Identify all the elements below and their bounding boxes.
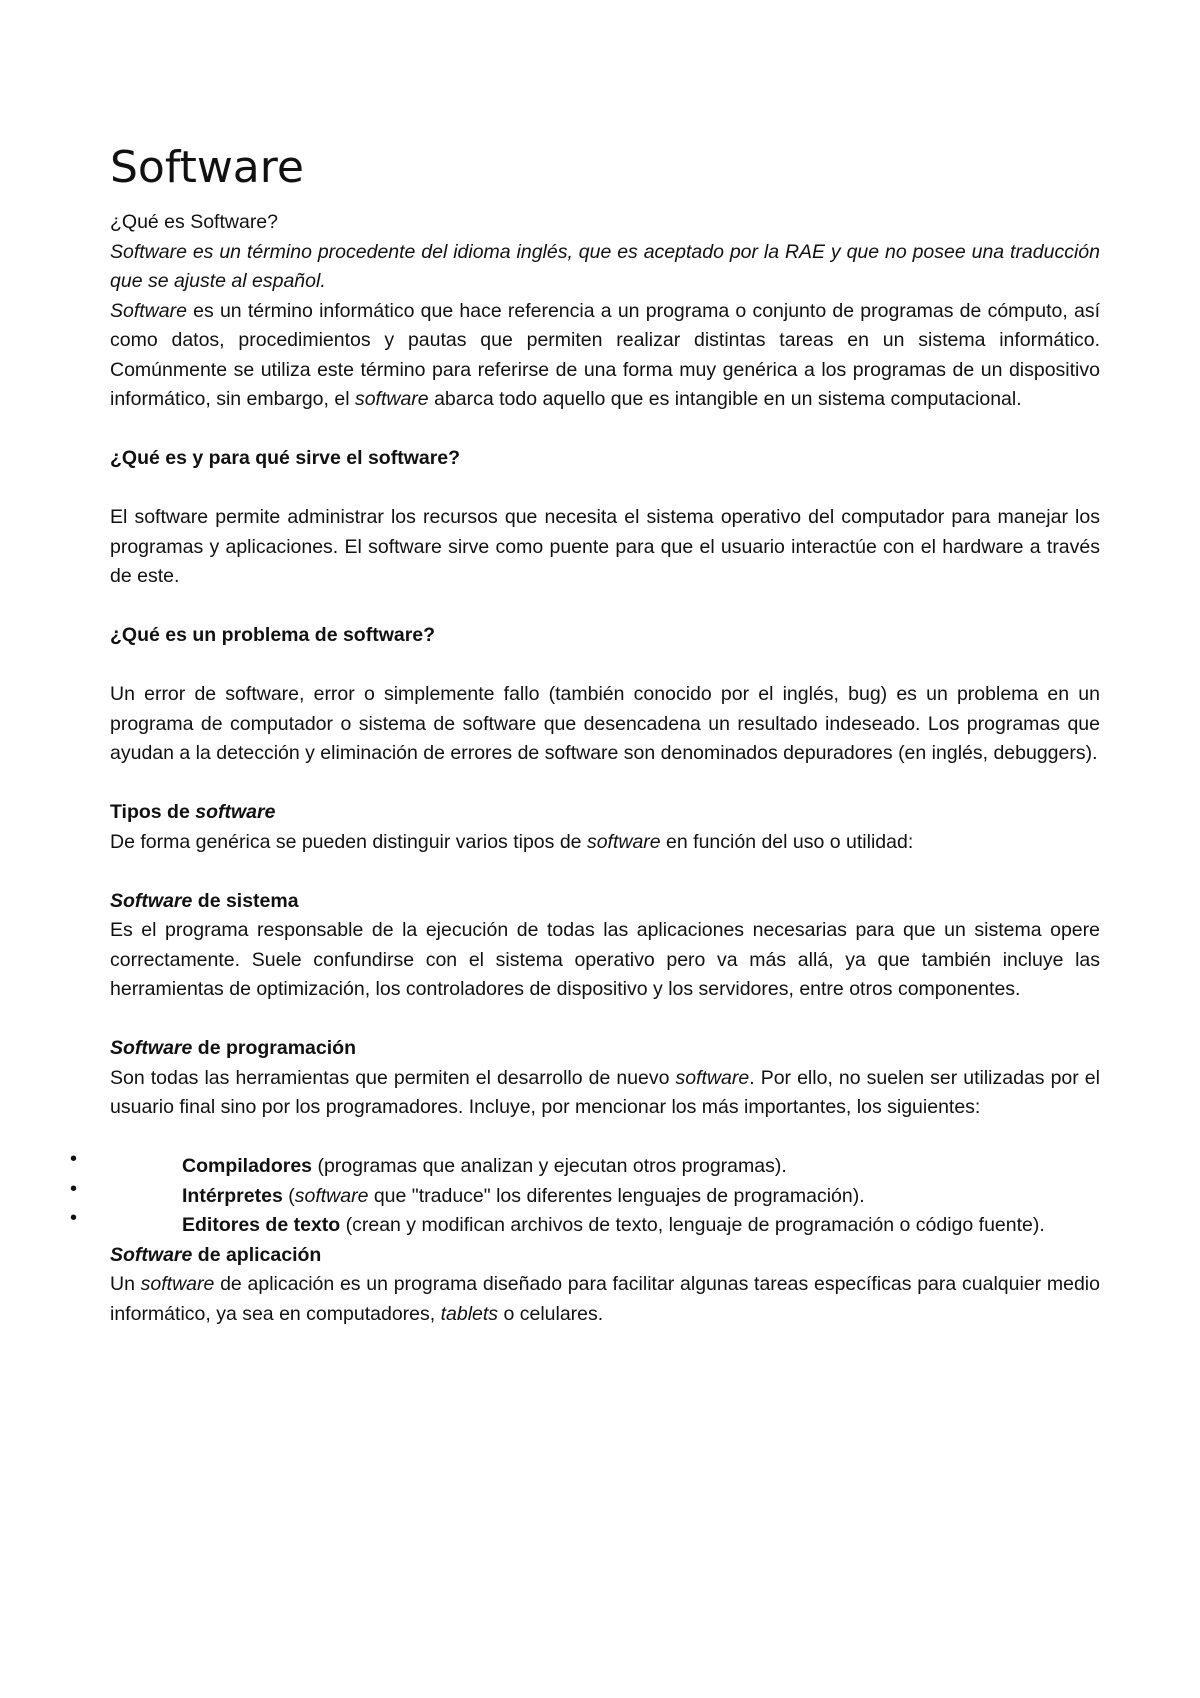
list-item: • Compiladores (programas que analizan y ejecutan otros programas). (110, 1152, 1100, 1182)
paragraph-software-sistema: Es el programa responsable de la ejecución de todas las aplicaciones necesarias para que un sistema opere correctamente. Suele confundirse con el sistema operativo pero va más allá, ya que también incluye las herramientas de optimización, los controladores de dispositivo y los servidores, entre otros componentes. (110, 919, 1100, 1000)
question-what-is-software: ¿Qué es Software? (110, 211, 278, 233)
programming-tools-list (70, 1148, 1100, 1241)
paragraph-software-aplicacion: Un software de aplicación es un programa diseñado para facilitar algunas tareas específicas para cualquier medio informático, ya sea en computadores, tablets o celulares. (110, 1273, 1100, 1325)
heading-para-que-sirve: ¿Qué es y para qué sirve el software? (110, 447, 461, 469)
definition-italic (110, 238, 1100, 297)
paragraph-problema: Un error de software, error o simplemente fallo (también conocido por el inglés, bug) es un problema en un programa de computador o sistema de software que desencadena un resultado indeseado. Los programas que ayudan a la detección y eliminación de errores de software son denominados depuradores (en inglés, debuggers). (110, 683, 1100, 764)
list-item: • Editores de texto (crean y modifican archivos de texto, lenguaje de programación o código fuente). (110, 1211, 1100, 1241)
definition-italic-text: Software es un término procedente del idioma inglés, que es aceptado por la RAE y que no posee una traducción que se ajuste al español. (110, 240, 1100, 292)
bullet-icon: • (70, 1177, 78, 1200)
heading-software-aplicacion: Software de aplicación (110, 1243, 322, 1266)
page-title: Software (110, 142, 304, 193)
paragraph-software-programacion: Son todas las herramientas que permiten el desarrollo de nuevo software. Por ello, no suelen ser utilizadas por el usuario final sino por los programadores. Incluye, por mencionar los más importantes, los siguientes: (110, 1066, 1100, 1118)
list-item: • Intérpretes (software que "traduce" los diferentes lenguajes de programación). (110, 1182, 1100, 1212)
definition-paragraph: Software es un término informático que hace referencia a un programa o conjunto de programas de cómputo, así como datos, procedimientos y pautas que permiten realizar distintas tareas en un sistema informático. Comúnmente se utiliza este término para referirse de una forma muy genérica a los programas de un dispositivo informático, sin embargo, el software abarca todo aquello que es intangible en un sistema computacional. (110, 299, 1100, 410)
heading-software-sistema: Software de sistema (110, 889, 299, 912)
heading-problema: ¿Qué es un problema de software? (110, 624, 436, 646)
document-body (70, 140, 1100, 1329)
heading-tipos: Tipos de software (110, 801, 276, 823)
bullet-icon: • (70, 1148, 78, 1170)
paragraph-para-que-sirve: El software permite administrar los recursos que necesita el sistema operativo del computador para manejar los programas y aplicaciones. El software sirve como puente para que el usuario interactúe con el hardware a través de este. (110, 506, 1100, 587)
bullet-icon: • (70, 1207, 78, 1229)
paragraph-tipos: De forma genérica se pueden distinguir varios tipos de software en función del uso o utilidad: (110, 830, 914, 853)
heading-software-programacion: Software de programación (110, 1037, 356, 1059)
